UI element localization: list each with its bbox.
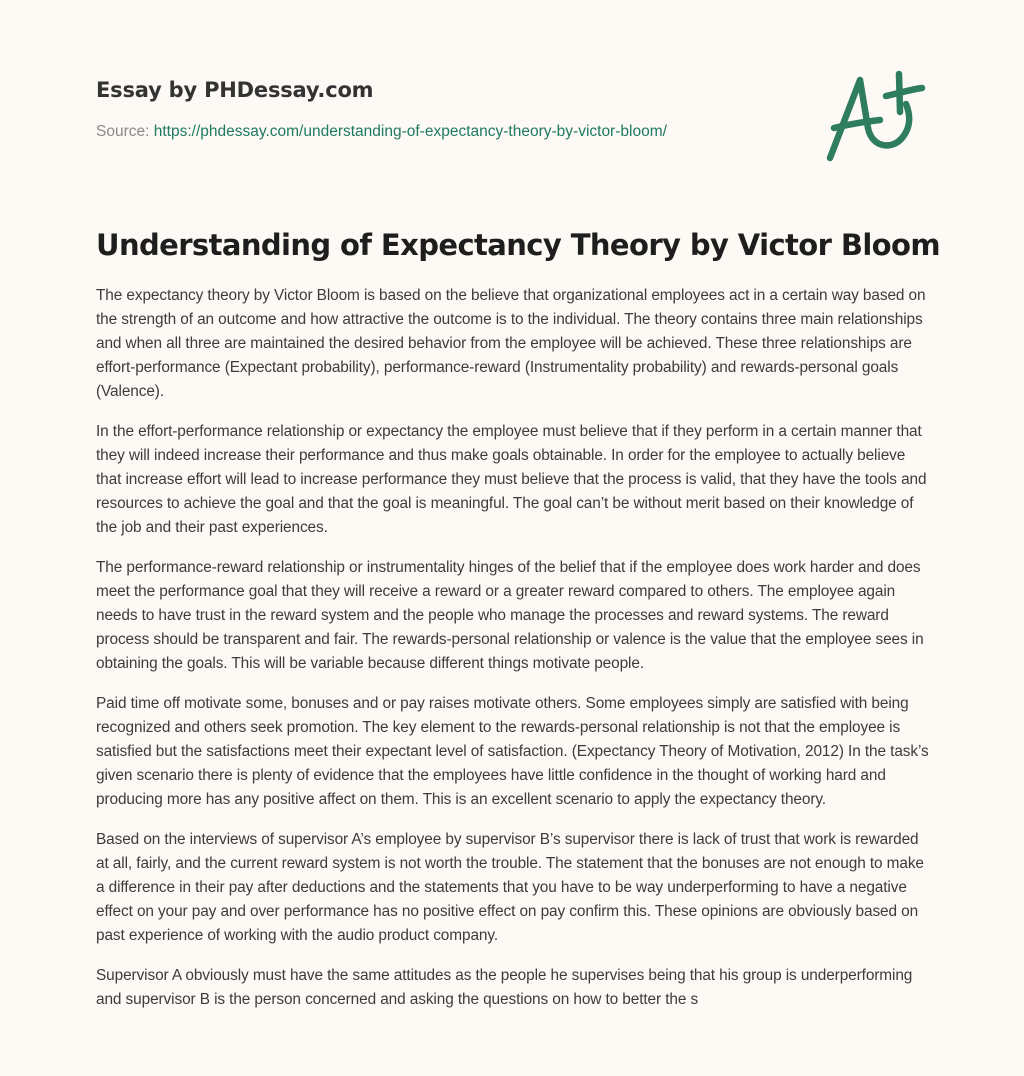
page-header <box>96 76 796 142</box>
source-line <box>96 122 796 142</box>
article-paragraph: The expectancy theory by Victor Bloom is based on the believe that organizational employees act in a certain way based on the strength of an outcome and how attractive the outcome is to the individual. The theory contains three main relationships and when all three are maintained the desired behavior from the employee will be achieved. These three relationships are effort-performance (Expectant probability), performance-reward (Instrumentality probability) and rewards-personal goals (Valence). <box>96 287 926 400</box>
article-title: Understanding of Expectancy Theory by Victor Bloom <box>96 228 940 262</box>
article-paragraph: The performance-reward relationship or instrumentality hinges of the belief that if the employee does work harder and does meet the performance goal that they will receive a reward or a greater reward compared to others. The employee again needs to have trust in the reward system and the people who manage the processes and reward systems. The reward process should be transparent and fair. The rewards-personal relationship or valence is the value that the employee sees in obtaining the goals. This will be variable because different things motivate people. <box>96 559 924 672</box>
article-paragraph: Paid time off motivate some, bonuses and or pay raises motivate others. Some employees simply are satisfied with being recognized and others seek promotion. The key element to the rewards-personal relationship is not that the employee is satisfied but the satisfactions meet their expectant level of satisfaction. (Expectancy Theory of Motivation, 2012) In the task’s given scenario there is plenty of evidence that the employees have little confidence in the thought of working hard and producing more has any positive affect on them. This is an excellent scenario to apply the expectancy theory. <box>96 695 929 808</box>
article-paragraph: Supervisor A obviously must have the same attitudes as the people he supervises being that his group is underperforming and supervisor B is the person concerned and asking the questions on how to better the s <box>96 967 913 1008</box>
brand-title: Essay by PHDessay.com <box>96 78 374 102</box>
article-paragraph: Based on the interviews of supervisor A’s employee by supervisor B’s supervisor there is lack of trust that work is rewarded at all, fairly, and the current reward system is not worth the trouble. The statement that the bonuses are not enough to make a difference in their pay after deductions and the statements that you have to be way underperforming to have a negative effect on your pay and over performance has no positive effect on pay confirm this. These opinions are obviously based on past experience of working with the audio product company. <box>96 831 924 944</box>
source-label: Source: <box>96 123 150 140</box>
source-link[interactable]: https://phdessay.com/understanding-of-expectancy-theory-by-victor-bloom/ <box>153 123 667 140</box>
a-plus-grade-icon <box>820 66 930 166</box>
article-body <box>96 284 932 1028</box>
article-paragraph: In the effort-performance relationship or expectancy the employee must believe that if they perform in a certain manner that they will indeed increase their performance and thus make goals obtainable. In order for the employee to actually believe that increase effort will lead to increase performance they must believe that the process is valid, that they have the tools and resources to achieve the goal and that the goal is meaningful. The goal can’t be without merit based on their knowledge of the job and their past experiences. <box>96 423 927 536</box>
